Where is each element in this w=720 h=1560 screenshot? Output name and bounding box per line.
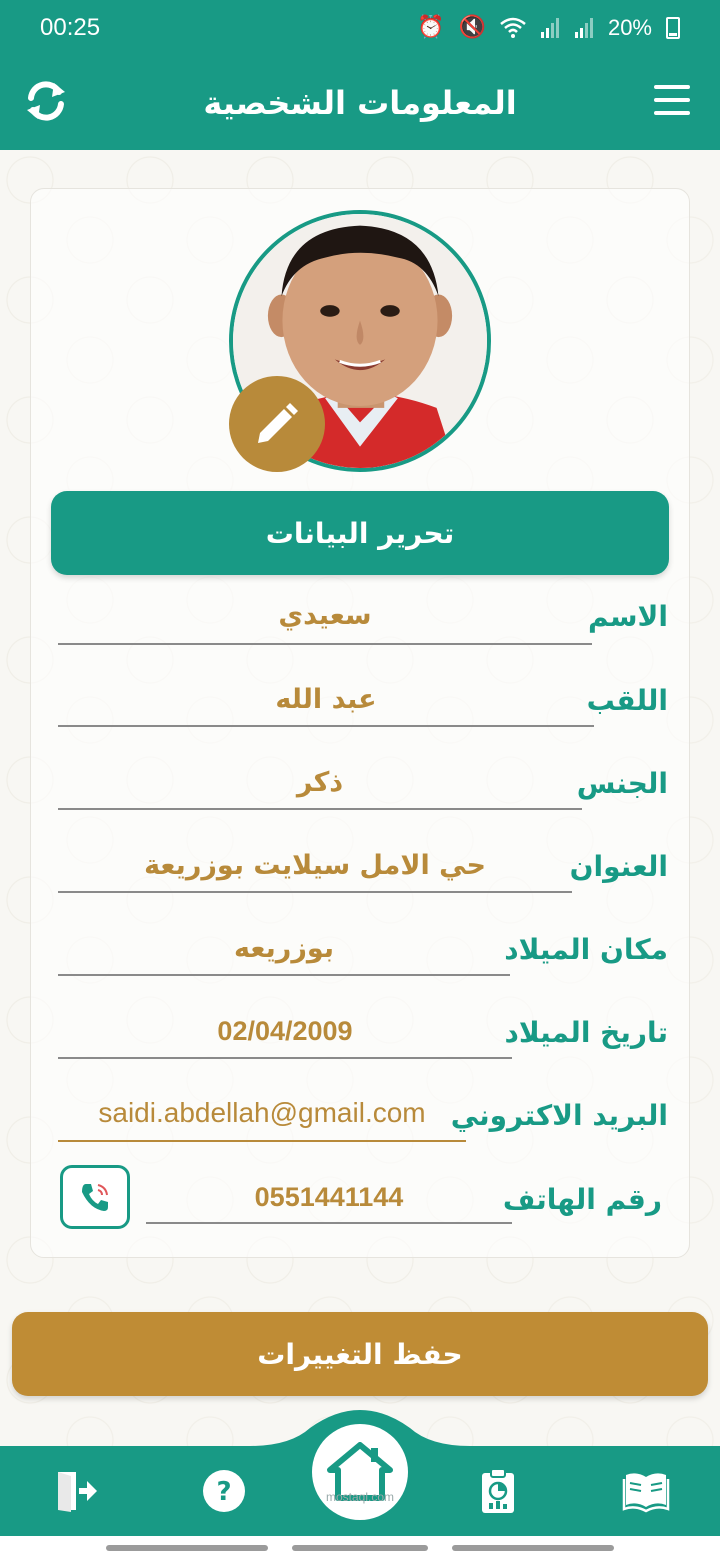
system-home-handle[interactable] <box>292 1545 428 1551</box>
first-name-value[interactable]: سعيدي <box>278 600 372 631</box>
refresh-button[interactable] <box>22 77 70 125</box>
phone-field[interactable]: 0551441144 <box>254 1182 404 1212</box>
phone-icon <box>78 1180 112 1214</box>
address-underline <box>58 891 572 893</box>
nav-logout[interactable] <box>48 1466 104 1516</box>
gender-underline <box>58 808 582 810</box>
alarm-icon: ⏰ <box>417 15 445 40</box>
birth-place-value[interactable]: بوزريعه <box>234 933 334 964</box>
status-bar <box>0 0 720 55</box>
birth-date-label: تاريخ الميلاد <box>504 1016 668 1049</box>
mute-icon: 🔇 <box>458 15 486 40</box>
last-name-value[interactable]: عبد الله <box>275 684 377 715</box>
call-button[interactable] <box>60 1165 130 1229</box>
gender-label: الجنس <box>576 767 668 800</box>
gender-value[interactable]: ذكر <box>296 767 344 798</box>
status-icons <box>417 15 680 41</box>
signal-icon <box>574 17 594 39</box>
phone-underline <box>146 1222 512 1224</box>
last-name-label: اللقب <box>586 684 668 717</box>
menu-button[interactable] <box>654 85 690 115</box>
watermark: mostaql.com <box>325 1490 395 1504</box>
email-label: البريد الاكتروني <box>450 1099 668 1132</box>
logout-icon <box>53 1468 99 1514</box>
pencil-icon <box>254 401 300 447</box>
book-icon <box>622 1469 670 1513</box>
first-name-underline <box>58 643 592 645</box>
menu-icon-bar <box>654 85 690 89</box>
status-time: 00:25 <box>40 13 101 41</box>
battery-icon <box>666 17 680 39</box>
address-value[interactable]: حي الامل سيلايت بوزريعة <box>144 850 486 881</box>
system-back-handle[interactable] <box>106 1545 268 1551</box>
report-icon <box>478 1467 518 1515</box>
wifi-icon <box>500 17 526 39</box>
system-recents-handle[interactable] <box>452 1545 614 1551</box>
nav-report[interactable] <box>470 1466 526 1516</box>
birth-date-value[interactable]: 02/04/2009 <box>217 1016 353 1046</box>
signal-icon <box>540 17 560 39</box>
address-label: العنوان <box>569 850 668 883</box>
email-underline <box>58 1140 466 1142</box>
nav-library[interactable] <box>618 1466 674 1516</box>
first-name-label: الاسم <box>588 600 668 633</box>
battery-percent: 20% <box>607 14 652 40</box>
edit-photo-button[interactable] <box>229 376 325 472</box>
email-field[interactable]: saidi.abdellah@gmail.com <box>98 1097 426 1128</box>
nav-help[interactable] <box>196 1466 252 1516</box>
edit-data-button[interactable]: تحرير البيانات <box>51 491 669 575</box>
birth-date-underline <box>58 1057 512 1059</box>
birth-place-label: مكان الميلاد <box>504 933 668 966</box>
help-icon <box>201 1468 247 1514</box>
menu-icon-bar <box>654 111 690 115</box>
page-title: المعلومات الشخصية <box>203 83 517 122</box>
save-changes-button[interactable]: حفظ التغييرات <box>12 1312 708 1396</box>
birth-place-underline <box>58 974 510 976</box>
menu-icon-bar <box>654 98 690 102</box>
last-name-underline <box>58 725 594 727</box>
phone-label: رقم الهاتف <box>502 1183 662 1216</box>
app-bar <box>0 55 720 150</box>
nav-home[interactable] <box>312 1424 408 1520</box>
refresh-icon <box>23 78 69 124</box>
svg-text:?: ? <box>216 1477 232 1507</box>
